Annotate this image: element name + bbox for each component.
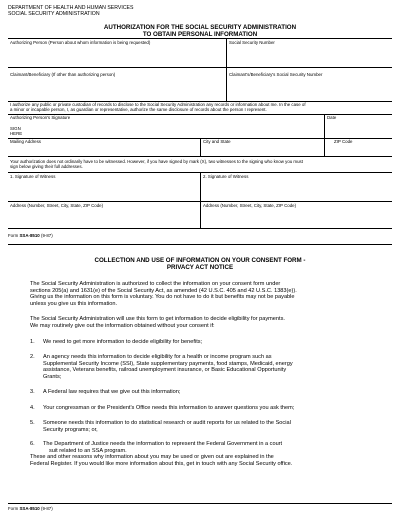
sign-here-line1: SIGN: [10, 126, 21, 131]
text-line: These and other reasons why information about you may be used or given out are explained in the: [30, 454, 274, 460]
date-label: Date: [327, 115, 337, 120]
agency-name: SOCIAL SECURITY ADMINISTRATION: [8, 11, 100, 17]
text-line: Grants;: [43, 373, 62, 380]
mailing-address-label: Mailing Address: [10, 139, 41, 144]
text-line: Someone needs this information to do statistical research or audit reports for us related to the Social: [43, 420, 291, 426]
notice-title-line1: COLLECTION AND USE OF INFORMATION ON YOUR CONSENT FORM -: [94, 257, 306, 264]
authorization-statement-line1: I authorize any public or private custodian of records to disclose to the Social Security Administration any records or information about me. In the case of: [10, 102, 306, 107]
text-line: An agency needs this information to decide eligibility for a health or income program such as: [43, 354, 272, 360]
text-line: Giving us the information on this form is voluntary. You do not have to do it but benefits may not be payable: [30, 294, 295, 301]
text-line: assistance, Veterans benefits, railroad unemployment insurance, or Basic Educational Opportunity: [43, 367, 287, 374]
form-word: Form: [8, 233, 19, 238]
footer-rule: [8, 503, 392, 504]
zip-code-label: ZIP Code: [334, 139, 353, 144]
witness-note-line2: sign below giving their full addresses.: [10, 164, 83, 169]
city-state-label: City and State: [203, 139, 231, 144]
text-line: The Department of Justice needs the information to represent the Federal Government in a court: [43, 441, 283, 447]
rule: [8, 38, 392, 39]
text-line: Security programs; or,: [43, 426, 98, 433]
text-line: A Federal law requires that we give out this information;: [43, 389, 181, 395]
text-line: The Social Security Administration will use this form to get information to decide eligibility for payments.: [30, 316, 285, 322]
list-number: 6.: [30, 441, 35, 447]
text-line: suit related to an SSA program.: [49, 447, 127, 454]
signature-label: Authorizing Person's Signature: [10, 115, 71, 120]
claimant-ssn-label: Claimant's/Beneficiary's Social Security Number: [229, 72, 323, 77]
ssn-label: Social Security Number: [229, 40, 275, 45]
claimant-label: Claimant/Beneficiary (If other than authorizing person): [10, 72, 116, 77]
text-line: sections 205(a) and 1631(e) of the Social Security Act, as amended (42 U.S.C. 405 and 42 U.S.C. 1383(e)).: [30, 287, 297, 294]
rule: [8, 201, 392, 202]
rule: [324, 138, 325, 156]
form-date: (9-87): [40, 506, 53, 511]
section-divider: [8, 244, 392, 245]
list-number: 5.: [30, 420, 35, 426]
list-number: 3.: [30, 389, 35, 395]
rule: [200, 172, 201, 228]
list-number: 4.: [30, 405, 35, 411]
text-line: Federal Register. If you would like more information about this, get in touch with any Social Security office.: [30, 460, 293, 467]
text-line: Supplemental Security Income (SSI), State supplementary payments, food stamps, Medicaid, energy: [43, 360, 293, 367]
witness2-address-label: Address (Number, Street, City, State, ZIP Code): [203, 203, 297, 208]
authorization-statement-line2: a minor or incapable person, I, as guardian or representative, authorize the same disclosure of records about the person I represent.: [10, 107, 267, 112]
text-line: We may routinely give out the information obtained without your consent if:: [30, 322, 215, 329]
rule: [8, 228, 392, 229]
sign-here-line2: HERE: [10, 131, 23, 136]
form-date: (9-87): [40, 233, 53, 238]
notice-paragraph-2: [30, 316, 285, 329]
rule: [8, 156, 392, 157]
rule: [324, 114, 325, 138]
witness1-signature-label: 1. Signature of Witness: [10, 174, 56, 179]
form-word: Form: [8, 506, 19, 511]
witness1-address-label: Address (Number, Street, City, State, ZIP Code): [10, 203, 104, 208]
list-number: 2.: [30, 354, 35, 360]
authorizing-person-label: Authorizing Person (Person about whom information is being requested): [10, 40, 151, 45]
form-id-top: [8, 233, 53, 238]
text-line: Your congressman or the President's Office needs this information to answer questions you ask them;: [43, 405, 295, 411]
notice-title-line2: PRIVACY ACT NOTICE: [166, 264, 234, 271]
form-title-line1: AUTHORIZATION FOR THE SOCIAL SECURITY ADMINISTRATION: [103, 24, 297, 31]
form-id-bottom: [8, 506, 53, 511]
form-title-line2: TO OBTAIN PERSONAL INFORMATION: [142, 31, 258, 38]
form-number: SSA-8510: [19, 233, 40, 238]
form-number: SSA-8510: [19, 506, 40, 511]
notice-paragraph-1: [30, 281, 297, 307]
rule: [200, 138, 201, 156]
text-line: We need to get more information to decide eligibility for benefits;: [43, 339, 203, 345]
notice-paragraph-3: [30, 454, 292, 467]
list-number: 1.: [30, 339, 35, 345]
department-name: DEPARTMENT OF HEALTH AND HUMAN SERVICES: [8, 5, 134, 11]
text-line: The Social Security Administration is authorized to collect the information on your consent form under: [30, 281, 281, 287]
text-line: unless you give us this information.: [30, 300, 118, 307]
witness2-signature-label: 2. Signature of Witness: [203, 174, 249, 179]
rule: [8, 67, 392, 68]
rule: [226, 38, 227, 102]
witness-note-line1: Your authorization does not ordinarily have to be witnessed. However, if you have signed by mark (X), two witnesses to the signing who know you must: [10, 159, 303, 164]
